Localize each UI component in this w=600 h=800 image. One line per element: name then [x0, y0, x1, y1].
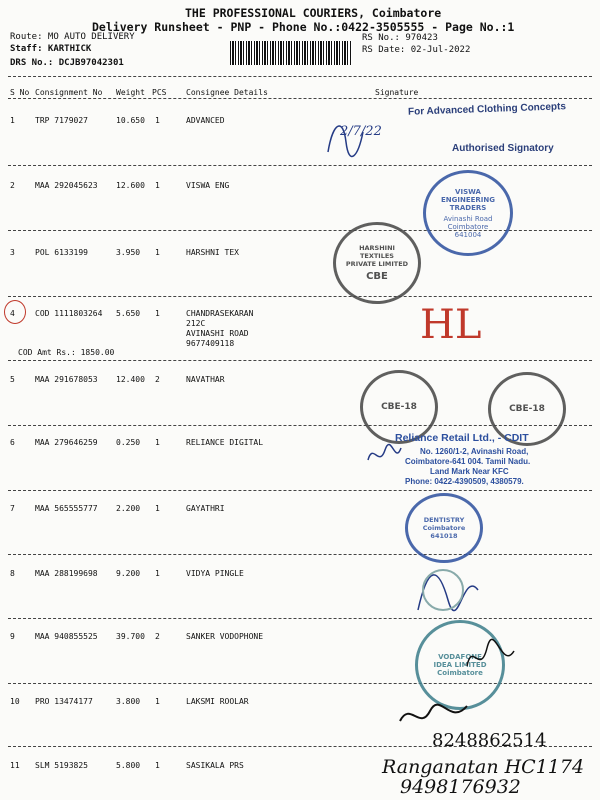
dentistry-stamp-text: DENTISTRY Coimbatore 641018 — [422, 516, 466, 540]
staff-label: Staff: KARTHICK — [10, 44, 92, 54]
row-consignment: MAA 279646259 — [35, 438, 98, 447]
row-consignee: VISWA ENG — [186, 181, 230, 190]
vodafone-stamp-text: VODAFONE IDEA LIMITED Coimbatore — [433, 653, 487, 677]
sasikala-sign-line1: Ranganatan HC1174 — [382, 756, 585, 778]
row-sno: 6 — [10, 438, 15, 447]
dentistry-stamp — [405, 493, 483, 563]
row-divider — [8, 490, 592, 491]
navathar-stamp-2-text: CBE-18 — [509, 404, 545, 414]
row-pcs: 1 — [155, 181, 160, 190]
row-sno: 3 — [10, 248, 15, 257]
row-consignment: MAA 565555777 — [35, 504, 98, 513]
row-divider — [8, 165, 592, 166]
signature-scribble — [462, 636, 522, 680]
row-consignment: POL 6133199 — [35, 248, 88, 257]
company-title: THE PROFESSIONAL COURIERS, Coimbatore — [185, 6, 442, 20]
row-weight: 10.650 — [116, 116, 145, 125]
row-pcs: 2 — [155, 632, 160, 641]
signature-scribble — [318, 112, 378, 162]
viswa-stamp-outer: VISWA ENGINEERING TRADERS — [440, 187, 495, 212]
row-consignee: GAYATHRI — [186, 504, 225, 513]
row-weight: 3.800 — [116, 697, 141, 706]
row-pcs: 1 — [155, 761, 160, 770]
row-pcs: 2 — [155, 375, 160, 384]
row-consignee: SANKER VODOPHONE — [186, 632, 264, 641]
row-sno: 1 — [10, 116, 15, 125]
barcode — [230, 41, 352, 65]
row-sno: 8 — [10, 569, 15, 578]
row-divider — [8, 683, 592, 684]
row-consignment: TRP 7179027 — [35, 116, 88, 125]
laksmi-phone: 8248862514 — [432, 730, 547, 751]
row-pcs: 1 — [155, 504, 160, 513]
row-divider — [8, 296, 592, 297]
row-consignment: MAA 291678053 — [35, 375, 98, 384]
harshni-stamp-inner: CBE — [366, 271, 388, 282]
row-weight: 9.200 — [116, 569, 141, 578]
row-sno: 9 — [10, 632, 15, 641]
row-address-line1: 212C — [186, 319, 206, 328]
drs-number: DRS No.: DCJB97042301 — [10, 58, 124, 68]
row-sno: 10 — [10, 697, 20, 706]
col-sno: S No — [10, 88, 30, 97]
row-consignee: VIDYA PINGLE — [186, 569, 244, 578]
row-consignee: NAVATHAR — [186, 375, 225, 384]
reliance-stamp-line3: Coimbatore-641 004. Tamil Nadu. — [405, 457, 531, 466]
row-consignment: MAA 940855525 — [35, 632, 98, 641]
row-consignment: COD 1111803264 — [35, 309, 103, 318]
row-weight: 5.650 — [116, 309, 141, 318]
advanced-stamp-line1: For Advanced Clothing Concepts — [407, 101, 567, 118]
advanced-stamp-line2: Authorised Signatory — [452, 143, 554, 154]
viswa-stamp — [423, 170, 513, 256]
route-label: Route: MO AUTO DELIVERY — [10, 32, 135, 42]
harshni-stamp — [333, 222, 421, 304]
col-weight: Weight — [116, 88, 145, 97]
row-consignee: LAKSMI ROOLAR — [186, 697, 249, 706]
runsheet-title: Delivery Runsheet - PNP - Phone No.:0422-3505555 - Page No.:1 — [92, 20, 515, 34]
row-pcs: 1 — [155, 309, 160, 318]
row-sno: 11 — [10, 761, 20, 770]
row-consignee: HARSHNI TEX — [186, 248, 239, 257]
col-signature: Signature — [375, 88, 419, 97]
row-consignee: RELIANCE DIGITAL — [186, 438, 264, 447]
cod-amount: COD Amt Rs.: 1850.00 — [18, 348, 115, 357]
advanced-sign-date: 2/7/22 — [340, 124, 382, 139]
row-consignment: MAA 292045623 — [35, 181, 98, 190]
row-pcs: 1 — [155, 116, 160, 125]
row-consignment: MAA 288199698 — [35, 569, 98, 578]
row-divider — [8, 554, 592, 555]
row-consignee: CHANDRASEKARAN — [186, 309, 254, 318]
reliance-stamp-line5: Phone: 0422-4390509, 4380579. — [405, 477, 524, 486]
row-weight: 5.800 — [116, 761, 141, 770]
row-weight: 0.250 — [116, 438, 141, 447]
col-pcs: PCS — [152, 88, 167, 97]
reliance-stamp-line2: No. 1260/1-2, Avinashi Road, — [420, 447, 529, 456]
row-phone: 9677409118 — [186, 339, 235, 348]
row-sno: 5 — [10, 375, 15, 384]
sasikala-sign-line2: 9498176932 — [400, 776, 521, 798]
row-pcs: 1 — [155, 438, 160, 447]
viswa-stamp-inner: Avinashi Road Coimbatore 641004 — [443, 214, 493, 239]
row-consignee: ADVANCED — [186, 116, 225, 125]
col-consignment: Consignment No — [35, 88, 103, 97]
cod-initials: HL — [420, 302, 482, 348]
row-pcs: 1 — [155, 248, 160, 257]
divider — [8, 98, 592, 99]
reliance-stamp-line4: Land Mark Near KFC — [430, 467, 509, 476]
row-weight: 12.600 — [116, 181, 145, 190]
row-weight: 39.700 — [116, 632, 145, 641]
row-sno: 7 — [10, 504, 15, 513]
signature-scribble — [408, 560, 488, 620]
row-consignee: SASIKALA PRS — [186, 761, 244, 770]
row-sno: 4 — [10, 309, 15, 318]
signature-scribble — [365, 440, 405, 470]
row-consignment: SLM 5193825 — [35, 761, 88, 770]
row-pcs: 1 — [155, 697, 160, 706]
divider — [8, 76, 592, 77]
circle-mark — [4, 300, 26, 324]
row-sno: 2 — [10, 181, 15, 190]
row-consignment: PRO 13474177 — [35, 697, 93, 706]
rs-number: RS No.: 970423 — [362, 33, 438, 43]
harshni-stamp-outer: HARSHINI TEXTILES PRIVATE LIMITED — [345, 244, 409, 268]
reliance-stamp-line1: Reliance Retail Ltd., - CDIT — [395, 432, 529, 444]
row-weight: 2.200 — [116, 504, 141, 513]
row-pcs: 1 — [155, 569, 160, 578]
col-consignee: Consignee Details — [186, 88, 268, 97]
row-divider — [8, 360, 592, 361]
navathar-stamp-1-text: CBE-18 — [381, 402, 417, 412]
row-weight: 3.950 — [116, 248, 141, 257]
row-weight: 12.400 — [116, 375, 145, 384]
row-divider — [8, 618, 592, 619]
row-address-line2: AVINASHI ROAD — [186, 329, 249, 338]
rs-date: RS Date: 02-Jul-2022 — [362, 45, 471, 55]
